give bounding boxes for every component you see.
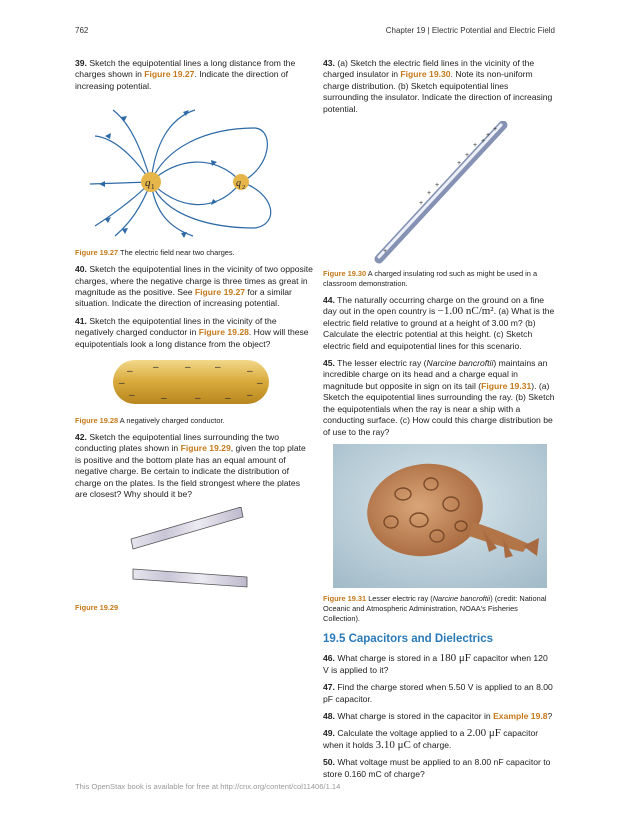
figure-caption bbox=[323, 269, 555, 289]
charged-rod-diagram bbox=[323, 121, 555, 265]
figure-link[interactable]: Figure 19.27 bbox=[194, 287, 246, 298]
species-name: Narcine bancroftii bbox=[426, 358, 494, 369]
math-expression: 2.00 μF bbox=[466, 727, 501, 740]
problem-number: 41. bbox=[75, 315, 87, 326]
problem-45 bbox=[323, 358, 555, 438]
plus-sign: + bbox=[465, 152, 470, 160]
caption-label: Figure 19.27 bbox=[75, 248, 119, 258]
plus-sign: + bbox=[383, 248, 388, 256]
problem-number: 46. bbox=[323, 653, 335, 664]
minus-sign: – bbox=[127, 366, 133, 378]
problem-text: , given the top plate is positive and the bottom plate has an equal amount of negative charge. Be certain to indicate the distribution of charge on the plates. Is the field strongest where the plates are closest? Why should it be? bbox=[75, 443, 306, 500]
minus-sign: – bbox=[247, 366, 253, 378]
problem-number: 39. bbox=[75, 58, 87, 68]
caption-text: ) (credit: National Oceanic and Atmospheric Administration, NOAA's Fisheries Collection). bbox=[323, 593, 547, 623]
plus-sign: + bbox=[473, 142, 478, 150]
page-footer: This OpenStax book is available for free at http://cnx.org/content/col11406/1.14 bbox=[75, 782, 341, 791]
problem-text: The naturally occurring charge on the ground on a fine day out in the open country is bbox=[323, 295, 545, 317]
math-expression: −1.00 nC/m² bbox=[437, 305, 494, 318]
page-number: 762 bbox=[75, 26, 89, 35]
problem-40 bbox=[75, 264, 313, 310]
problem-text: What charge is stored in the capacitor in bbox=[334, 710, 494, 721]
figure-19-28 bbox=[75, 356, 313, 408]
minus-sign: – bbox=[185, 362, 191, 374]
plus-sign: + bbox=[435, 182, 440, 190]
problem-text: . How will these equipotentials look a long distance from the object? bbox=[75, 327, 309, 349]
problem-number: 48. bbox=[323, 710, 335, 721]
problem-number: 40. bbox=[75, 264, 87, 275]
figure-link[interactable]: Figure 19.27 bbox=[144, 69, 195, 80]
figure-link[interactable]: Figure 19.28 bbox=[198, 327, 249, 338]
problem-text: . Indicate the direction of increasing potential. bbox=[75, 69, 289, 91]
figure-19-29 bbox=[75, 507, 313, 595]
caption-label: Figure 19.31 bbox=[323, 593, 367, 603]
problem-number: 44. bbox=[323, 295, 335, 306]
problem-43 bbox=[323, 58, 555, 115]
conducting-plates-diagram bbox=[75, 507, 313, 595]
minus-sign: – bbox=[153, 362, 159, 374]
problem-text: Sketch the equipotential lines in the vicinity of the negatively charged conductor in bbox=[75, 315, 277, 338]
field-lines-diagram bbox=[75, 98, 313, 238]
problem-text: ? bbox=[547, 710, 553, 721]
top-plate bbox=[131, 507, 243, 549]
minus-sign: – bbox=[129, 390, 135, 402]
plus-sign: + bbox=[427, 190, 432, 198]
section-title: 19.5 Capacitors and Dielectrics bbox=[323, 632, 494, 645]
figure-caption bbox=[323, 594, 555, 624]
right-column bbox=[323, 58, 555, 786]
problem-number: 42. bbox=[75, 432, 87, 443]
figure-19-31 bbox=[333, 444, 547, 588]
problem-text: (a) Sketch the electric field lines in the vicinity of the charged insulator in bbox=[323, 58, 535, 80]
species-name: Narcine bancroftii bbox=[432, 593, 491, 603]
minus-sign: – bbox=[225, 393, 231, 405]
charge-label-q2: q bbox=[236, 178, 241, 190]
problem-number: 45. bbox=[323, 358, 335, 369]
problem-text: of charge. bbox=[410, 739, 452, 750]
problem-number: 49. bbox=[323, 728, 335, 739]
problem-text: . (a) What is the electric field relative to ground at a height of 3.00 m? (b) Calculate the electric potential at this height. (c) Sketch electric field and equipotential lines for this scenario. bbox=[323, 306, 555, 351]
plus-sign: + bbox=[493, 126, 498, 134]
plus-sign: + bbox=[481, 138, 486, 146]
problem-42 bbox=[75, 432, 313, 500]
problem-48 bbox=[323, 711, 555, 722]
minus-sign: – bbox=[119, 378, 125, 390]
problem-47 bbox=[323, 682, 555, 705]
caption-text: Lesser electric ray ( bbox=[366, 593, 433, 603]
figure-link[interactable]: Figure 19.31 bbox=[481, 380, 532, 391]
problem-text: ). (a) Sketch the equipotential lines surrounding the ray. (b) Sketch the equipotentials when the ray is near a ship with a conducting surface. (c) How could this charge distribution be of use to the ray? bbox=[323, 380, 555, 437]
problem-50 bbox=[323, 757, 555, 780]
bottom-plate bbox=[133, 569, 247, 587]
caption-text: A negatively charged conductor. bbox=[118, 416, 225, 426]
problem-number: 50. bbox=[323, 757, 335, 768]
charged-conductor-diagram bbox=[75, 356, 313, 408]
math-expression: 180 μF bbox=[439, 652, 471, 665]
problem-39 bbox=[75, 58, 313, 92]
figure-link[interactable]: Figure 19.30 bbox=[400, 69, 451, 80]
figure-caption bbox=[75, 248, 313, 258]
electric-ray-photo bbox=[333, 444, 547, 588]
problem-text: for a similar situation. Indicate the direction of increasing potential. bbox=[75, 287, 292, 309]
example-link[interactable]: Example 19.8 bbox=[493, 710, 548, 721]
problem-text: ) maintains an incredible charge on its head and a charge equal in magnitude but opposite in sign on its tail ( bbox=[323, 358, 548, 391]
problem-text: Calculate the voltage applied to a bbox=[334, 728, 467, 739]
caption-text: The electric field near two charges. bbox=[118, 248, 235, 258]
problem-44 bbox=[323, 295, 555, 352]
problem-text: Sketch the equipotential lines a long distance from the charges shown in bbox=[75, 58, 296, 80]
problem-number: 47. bbox=[323, 682, 335, 693]
caption-label: Figure 19.29 bbox=[75, 602, 119, 612]
charge-subscript-2: 2 bbox=[242, 184, 246, 192]
plus-sign: + bbox=[457, 160, 462, 168]
minus-sign: – bbox=[161, 393, 167, 405]
problem-text: capacitor when 120 V is applied to it? bbox=[323, 653, 548, 675]
plus-sign: + bbox=[486, 132, 491, 140]
problem-46 bbox=[323, 653, 555, 676]
problem-text: What charge is stored in a bbox=[334, 653, 440, 664]
problem-number: 43. bbox=[323, 58, 335, 68]
minus-sign: – bbox=[215, 362, 221, 374]
minus-sign: – bbox=[247, 390, 253, 402]
figure-19-30 bbox=[323, 121, 555, 265]
problem-text: What voltage must be applied to an 8.00 nF capacitor to store 0.160 mC of charge? bbox=[323, 757, 551, 779]
problem-text: Find the charge stored when 5.50 V is applied to an 8.00 pF capacitor. bbox=[323, 682, 553, 704]
plus-sign: + bbox=[419, 200, 424, 208]
conductor-shape bbox=[113, 360, 269, 404]
minus-sign: – bbox=[195, 393, 201, 405]
figure-19-27 bbox=[75, 98, 313, 238]
minus-sign: – bbox=[257, 378, 263, 390]
problem-text: . Note its non-uniform charge distribution. (b) Sketch equipotential lines surrounding the insulator. Indicate the direction of increasing potential. bbox=[323, 69, 553, 114]
left-column bbox=[75, 58, 313, 619]
figure-caption bbox=[75, 603, 313, 613]
problem-text: capacitor when it holds bbox=[323, 728, 539, 750]
problem-41 bbox=[75, 316, 313, 350]
math-expression: 3.10 μC bbox=[375, 738, 411, 751]
problem-49 bbox=[323, 728, 555, 751]
charge-subscript-1: 1 bbox=[151, 183, 155, 192]
problem-text: Sketch the equipotential lines in the vicinity of two opposite charges, where the negative charge is three times as great in magnitude as the positive. See bbox=[75, 264, 313, 298]
caption-text: A charged insulating rod such as might be used in a classroom demonstration. bbox=[323, 269, 538, 289]
problem-text: The lesser electric ray ( bbox=[334, 358, 427, 369]
chapter-header: Chapter 19 | Electric Potential and Electric Field bbox=[385, 26, 555, 35]
charge-label-q1: q bbox=[145, 177, 151, 190]
problem-text: Sketch the equipotential lines surrounding the two conducting plates shown in bbox=[75, 432, 280, 454]
figure-link[interactable]: Figure 19.29 bbox=[180, 443, 231, 454]
caption-label: Figure 19.28 bbox=[75, 416, 119, 426]
caption-label: Figure 19.30 bbox=[323, 269, 367, 279]
figure-caption bbox=[75, 416, 313, 426]
